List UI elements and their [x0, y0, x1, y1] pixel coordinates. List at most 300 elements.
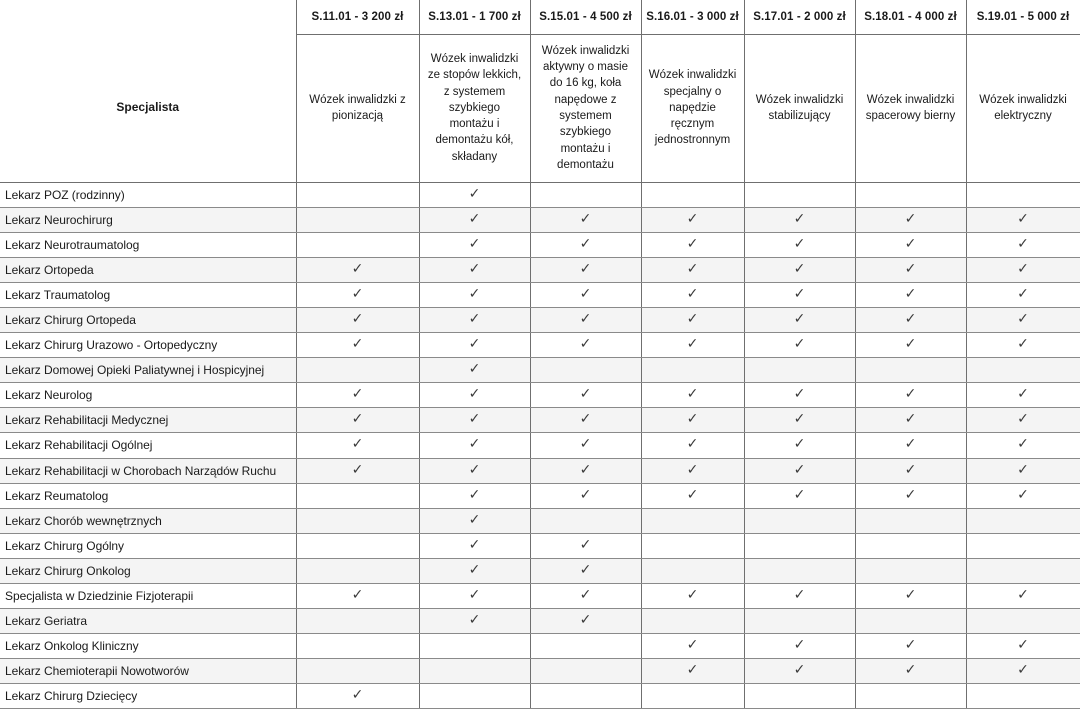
- check-icon: ✓: [579, 436, 592, 453]
- check-icon: ✓: [1017, 461, 1029, 478]
- checkmark-cell: [855, 433, 966, 458]
- no-check-placeholder: [692, 198, 693, 199]
- empty-cell: [641, 182, 744, 207]
- checkmark-cell: [530, 333, 641, 358]
- checkmark-cell: [641, 408, 744, 433]
- specialist-name-cell: Lekarz POZ (rodzinny): [0, 182, 296, 207]
- no-check-placeholder: [1023, 699, 1024, 700]
- check-icon: ✓: [579, 536, 592, 553]
- column-description-3: Wózek inwalidzki specjalny o napędzie ręcznym jednostronnym: [641, 34, 744, 182]
- table-row: [0, 257, 1080, 282]
- check-icon: ✓: [1017, 285, 1029, 302]
- checkmark-cell: [419, 282, 530, 307]
- check-icon: ✓: [579, 285, 592, 302]
- no-check-placeholder: [585, 674, 586, 675]
- empty-cell: [296, 232, 419, 257]
- check-icon: ✓: [468, 486, 481, 503]
- check-icon: ✓: [579, 260, 592, 277]
- checkmark-cell: [744, 659, 855, 684]
- table-row: [0, 358, 1080, 383]
- no-check-placeholder: [585, 198, 586, 199]
- checkmark-cell: [296, 307, 419, 332]
- empty-cell: [966, 358, 1080, 383]
- table-row: [0, 282, 1080, 307]
- checkmark-cell: [966, 207, 1080, 232]
- no-check-placeholder: [910, 574, 911, 575]
- check-icon: ✓: [686, 235, 699, 252]
- checkmark-cell: [744, 383, 855, 408]
- no-check-placeholder: [357, 223, 358, 224]
- check-icon: ✓: [1017, 336, 1029, 353]
- checkmark-cell: [419, 383, 530, 408]
- check-icon: ✓: [351, 260, 364, 277]
- check-icon: ✓: [351, 411, 364, 428]
- check-icon: ✓: [904, 210, 917, 227]
- check-icon: ✓: [904, 436, 917, 453]
- checkmark-cell: [530, 282, 641, 307]
- check-icon: ✓: [793, 386, 806, 403]
- check-icon: ✓: [793, 210, 806, 227]
- column-description-2: Wózek inwalidzki aktywny o masie do 16 kg, koła napędowe z systemem szybkiego montażu i demontażu: [530, 34, 641, 182]
- checkmark-cell: [855, 458, 966, 483]
- check-icon: ✓: [351, 587, 364, 604]
- checkmark-cell: [855, 282, 966, 307]
- specialist-name-cell: Lekarz Neurochirurg: [0, 207, 296, 232]
- check-icon: ✓: [351, 386, 364, 403]
- table-row: [0, 433, 1080, 458]
- checkmark-cell: [296, 584, 419, 609]
- no-check-placeholder: [799, 549, 800, 550]
- no-check-placeholder: [357, 198, 358, 199]
- checkmark-cell: [744, 282, 855, 307]
- specialist-name-cell: Lekarz Traumatolog: [0, 282, 296, 307]
- check-icon: ✓: [793, 587, 806, 604]
- checkmark-cell: [966, 232, 1080, 257]
- checkmark-cell: [296, 282, 419, 307]
- checkmark-cell: [855, 383, 966, 408]
- check-icon: ✓: [468, 235, 481, 252]
- checkmark-cell: [530, 584, 641, 609]
- empty-cell: [855, 609, 966, 634]
- check-icon: ✓: [793, 336, 806, 353]
- no-check-placeholder: [585, 699, 586, 700]
- checkmark-cell: [744, 408, 855, 433]
- no-check-placeholder: [1023, 524, 1024, 525]
- no-check-placeholder: [585, 524, 586, 525]
- check-icon: ✓: [686, 386, 699, 403]
- no-check-placeholder: [357, 549, 358, 550]
- empty-cell: [744, 508, 855, 533]
- check-icon: ✓: [468, 336, 481, 353]
- empty-cell: [744, 533, 855, 558]
- table-row: [0, 533, 1080, 558]
- table-row: [0, 458, 1080, 483]
- check-icon: ✓: [686, 587, 699, 604]
- check-icon: ✓: [579, 235, 592, 252]
- check-icon: ✓: [468, 536, 481, 553]
- checkmark-cell: [419, 533, 530, 558]
- checkmark-cell: [966, 584, 1080, 609]
- checkmark-cell: [530, 458, 641, 483]
- specialist-column-label: Specjalista: [116, 100, 180, 115]
- checkmark-cell: [419, 584, 530, 609]
- check-icon: ✓: [904, 311, 917, 328]
- check-icon: ✓: [468, 612, 481, 629]
- empty-cell: [966, 182, 1080, 207]
- no-check-placeholder: [910, 624, 911, 625]
- empty-cell: [966, 508, 1080, 533]
- check-icon: ✓: [686, 260, 699, 277]
- check-icon: ✓: [579, 386, 592, 403]
- check-icon: ✓: [1017, 260, 1029, 277]
- no-check-placeholder: [910, 699, 911, 700]
- check-icon: ✓: [579, 411, 592, 428]
- no-check-placeholder: [692, 373, 693, 374]
- checkmark-cell: [419, 358, 530, 383]
- checkmark-cell: [744, 307, 855, 332]
- table-row: [0, 207, 1080, 232]
- empty-cell: [296, 609, 419, 634]
- empty-cell: [296, 358, 419, 383]
- checkmark-cell: [855, 634, 966, 659]
- checkmark-cell: [966, 282, 1080, 307]
- checkmark-cell: [641, 307, 744, 332]
- check-icon: ✓: [904, 411, 917, 428]
- checkmark-cell: [744, 483, 855, 508]
- table-header: [0, 0, 1080, 182]
- checkmark-cell: [419, 433, 530, 458]
- checkmark-cell: [530, 257, 641, 282]
- empty-cell: [530, 182, 641, 207]
- empty-cell: [966, 684, 1080, 709]
- column-description-4: Wózek inwalidzki stabilizujący: [744, 34, 855, 182]
- check-icon: ✓: [468, 260, 481, 277]
- specialist-name-cell: Lekarz Onkolog Kliniczny: [0, 634, 296, 659]
- no-check-placeholder: [585, 373, 586, 374]
- empty-cell: [419, 659, 530, 684]
- checkmark-cell: [641, 483, 744, 508]
- specialist-name-cell: Lekarz Neurotraumatolog: [0, 232, 296, 257]
- check-icon: ✓: [1017, 587, 1029, 604]
- empty-cell: [855, 358, 966, 383]
- check-icon: ✓: [793, 411, 806, 428]
- checkmark-cell: [855, 257, 966, 282]
- checkmark-cell: [419, 307, 530, 332]
- check-icon: ✓: [468, 411, 481, 428]
- check-icon: ✓: [351, 436, 364, 453]
- no-check-placeholder: [799, 524, 800, 525]
- no-check-placeholder: [910, 198, 911, 199]
- no-check-placeholder: [474, 699, 475, 700]
- no-check-placeholder: [357, 624, 358, 625]
- empty-cell: [744, 609, 855, 634]
- table-row: [0, 684, 1080, 709]
- table-row: [0, 634, 1080, 659]
- column-code-5: S.18.01 - 4 000 zł: [855, 0, 966, 34]
- table-row: [0, 383, 1080, 408]
- no-check-placeholder: [692, 624, 693, 625]
- empty-cell: [530, 358, 641, 383]
- check-icon: ✓: [579, 561, 592, 578]
- checkmark-cell: [419, 207, 530, 232]
- header-code-row: [0, 0, 1080, 34]
- check-icon: ✓: [904, 637, 917, 654]
- check-icon: ✓: [351, 285, 364, 302]
- no-check-placeholder: [799, 373, 800, 374]
- checkmark-cell: [966, 383, 1080, 408]
- empty-cell: [296, 634, 419, 659]
- checkmark-cell: [641, 282, 744, 307]
- checkmark-cell: [744, 257, 855, 282]
- no-check-placeholder: [357, 373, 358, 374]
- checkmark-cell: [296, 383, 419, 408]
- check-icon: ✓: [686, 461, 699, 478]
- check-icon: ✓: [904, 587, 917, 604]
- column-code-4: S.17.01 - 2 000 zł: [744, 0, 855, 34]
- checkmark-cell: [966, 408, 1080, 433]
- checkmark-cell: [744, 634, 855, 659]
- check-icon: ✓: [1017, 386, 1029, 403]
- check-icon: ✓: [904, 336, 917, 353]
- specialist-name-cell: Lekarz Chirurg Onkolog: [0, 558, 296, 583]
- no-check-placeholder: [1023, 198, 1024, 199]
- checkmark-cell: [641, 257, 744, 282]
- checkmark-cell: [296, 433, 419, 458]
- column-code-1: S.13.01 - 1 700 zł: [419, 0, 530, 34]
- check-icon: ✓: [468, 587, 481, 604]
- no-check-placeholder: [1023, 549, 1024, 550]
- no-check-placeholder: [799, 574, 800, 575]
- check-icon: ✓: [579, 587, 592, 604]
- column-description-1: Wózek inwalidzki ze stopów lekkich, z systemem szybkiego montażu i demontażu kół, składany: [419, 34, 530, 182]
- checkmark-cell: [530, 533, 641, 558]
- checkmark-cell: [855, 659, 966, 684]
- table-row: [0, 232, 1080, 257]
- checkmark-cell: [419, 508, 530, 533]
- empty-cell: [296, 558, 419, 583]
- specialist-name-cell: Specjalista w Dziedzinie Fizjoterapii: [0, 584, 296, 609]
- no-check-placeholder: [799, 198, 800, 199]
- empty-cell: [855, 533, 966, 558]
- checkmark-cell: [530, 232, 641, 257]
- check-icon: ✓: [686, 285, 699, 302]
- empty-cell: [296, 533, 419, 558]
- checkmark-cell: [966, 483, 1080, 508]
- empty-cell: [530, 659, 641, 684]
- checkmark-cell: [744, 207, 855, 232]
- checkmark-cell: [530, 408, 641, 433]
- empty-cell: [296, 483, 419, 508]
- specialist-name-cell: Lekarz Chemioterapii Nowotworów: [0, 659, 296, 684]
- check-icon: ✓: [904, 260, 917, 277]
- checkmark-cell: [530, 609, 641, 634]
- check-icon: ✓: [468, 311, 481, 328]
- check-icon: ✓: [793, 436, 806, 453]
- specialist-name-cell: Lekarz Rehabilitacji Ogólnej: [0, 433, 296, 458]
- no-check-placeholder: [1023, 624, 1024, 625]
- checkmark-cell: [641, 433, 744, 458]
- empty-cell: [744, 358, 855, 383]
- table-row: [0, 408, 1080, 433]
- checkmark-cell: [419, 182, 530, 207]
- check-icon: ✓: [1017, 411, 1029, 428]
- check-icon: ✓: [468, 461, 481, 478]
- column-code-3: S.16.01 - 3 000 zł: [641, 0, 744, 34]
- checkmark-cell: [296, 458, 419, 483]
- no-check-placeholder: [585, 649, 586, 650]
- column-description-5: Wózek inwalidzki spacerowy bierny: [855, 34, 966, 182]
- check-icon: ✓: [904, 235, 917, 252]
- empty-cell: [419, 684, 530, 709]
- empty-cell: [530, 634, 641, 659]
- checkmark-cell: [641, 458, 744, 483]
- empty-cell: [530, 508, 641, 533]
- specialist-name-cell: Lekarz Chirurg Urazowo - Ortopedyczny: [0, 333, 296, 358]
- empty-cell: [296, 207, 419, 232]
- no-check-placeholder: [357, 248, 358, 249]
- checkmark-cell: [855, 483, 966, 508]
- checkmark-cell: [966, 333, 1080, 358]
- table-row: [0, 609, 1080, 634]
- checkmark-cell: [966, 433, 1080, 458]
- checkmark-cell: [855, 333, 966, 358]
- empty-cell: [744, 684, 855, 709]
- check-icon: ✓: [468, 511, 481, 528]
- check-icon: ✓: [904, 662, 917, 679]
- checkmark-cell: [530, 307, 641, 332]
- checkmark-cell: [419, 333, 530, 358]
- check-icon: ✓: [1017, 486, 1029, 503]
- checkmark-cell: [855, 408, 966, 433]
- checkmark-cell: [966, 307, 1080, 332]
- check-icon: ✓: [904, 486, 917, 503]
- checkmark-cell: [641, 232, 744, 257]
- check-icon: ✓: [904, 386, 917, 403]
- check-icon: ✓: [904, 285, 917, 302]
- no-check-placeholder: [357, 649, 358, 650]
- checkmark-cell: [744, 458, 855, 483]
- checkmark-cell: [419, 483, 530, 508]
- checkmark-cell: [966, 458, 1080, 483]
- check-icon: ✓: [1017, 637, 1029, 654]
- check-icon: ✓: [579, 486, 592, 503]
- checkmark-cell: [419, 458, 530, 483]
- no-check-placeholder: [357, 499, 358, 500]
- empty-cell: [641, 508, 744, 533]
- check-icon: ✓: [1017, 662, 1029, 679]
- checkmark-cell: [641, 634, 744, 659]
- column-description-0: Wózek inwalidzki z pionizacją: [296, 34, 419, 182]
- empty-cell: [966, 533, 1080, 558]
- checkmark-cell: [744, 433, 855, 458]
- table-row: [0, 508, 1080, 533]
- checkmark-cell: [641, 333, 744, 358]
- checkmark-cell: [855, 232, 966, 257]
- specialist-name-cell: Lekarz Neurolog: [0, 383, 296, 408]
- column-code-2: S.15.01 - 4 500 zł: [530, 0, 641, 34]
- no-check-placeholder: [474, 649, 475, 650]
- column-code-0: S.11.01 - 3 200 zł: [296, 0, 419, 34]
- specialist-name-cell: Lekarz Geriatra: [0, 609, 296, 634]
- checkmark-cell: [744, 584, 855, 609]
- checkmark-cell: [855, 207, 966, 232]
- empty-cell: [855, 558, 966, 583]
- check-icon: ✓: [1017, 436, 1029, 453]
- no-check-placeholder: [910, 549, 911, 550]
- column-code-6: S.19.01 - 5 000 zł: [966, 0, 1080, 34]
- check-icon: ✓: [904, 461, 917, 478]
- table-row: [0, 307, 1080, 332]
- checkmark-cell: [296, 333, 419, 358]
- empty-cell: [855, 508, 966, 533]
- empty-cell: [855, 684, 966, 709]
- check-icon: ✓: [686, 336, 699, 353]
- check-icon: ✓: [793, 235, 806, 252]
- empty-cell: [641, 358, 744, 383]
- empty-cell: [744, 558, 855, 583]
- checkmark-cell: [419, 408, 530, 433]
- check-icon: ✓: [686, 411, 699, 428]
- check-icon: ✓: [686, 436, 699, 453]
- check-icon: ✓: [579, 336, 592, 353]
- specialist-name-cell: Lekarz Chirurg Ortopeda: [0, 307, 296, 332]
- checkmark-cell: [530, 433, 641, 458]
- checkmark-cell: [530, 207, 641, 232]
- checkmark-cell: [641, 207, 744, 232]
- empty-cell: [296, 659, 419, 684]
- checkmark-cell: [419, 558, 530, 583]
- check-icon: ✓: [468, 436, 481, 453]
- checkmark-cell: [530, 383, 641, 408]
- empty-cell: [419, 634, 530, 659]
- no-check-placeholder: [357, 674, 358, 675]
- check-icon: ✓: [793, 260, 806, 277]
- empty-cell: [641, 533, 744, 558]
- checkmark-cell: [966, 257, 1080, 282]
- table-row: [0, 659, 1080, 684]
- check-icon: ✓: [793, 486, 806, 503]
- check-icon: ✓: [468, 386, 481, 403]
- checkmark-cell: [419, 232, 530, 257]
- checkmark-cell: [641, 383, 744, 408]
- check-icon: ✓: [686, 210, 699, 227]
- check-icon: ✓: [579, 311, 592, 328]
- check-icon: ✓: [468, 185, 481, 202]
- checkmark-cell: [419, 257, 530, 282]
- checkmark-cell: [744, 333, 855, 358]
- check-icon: ✓: [468, 561, 481, 578]
- empty-cell: [530, 684, 641, 709]
- checkmark-cell: [296, 408, 419, 433]
- no-check-placeholder: [692, 524, 693, 525]
- table-row: [0, 333, 1080, 358]
- specialist-name-cell: Lekarz Reumatolog: [0, 483, 296, 508]
- check-icon: ✓: [686, 486, 699, 503]
- check-icon: ✓: [793, 285, 806, 302]
- specialist-name-cell: Lekarz Rehabilitacji w Chorobach Narządów Ruchu: [0, 458, 296, 483]
- no-check-placeholder: [692, 574, 693, 575]
- table-row: [0, 558, 1080, 583]
- no-check-placeholder: [910, 373, 911, 374]
- empty-cell: [296, 508, 419, 533]
- check-icon: ✓: [686, 311, 699, 328]
- no-check-placeholder: [910, 524, 911, 525]
- checkmark-cell: [855, 584, 966, 609]
- specialist-name-cell: Lekarz Domowej Opieki Paliatywnej i Hospicyjnej: [0, 358, 296, 383]
- check-icon: ✓: [351, 311, 364, 328]
- check-icon: ✓: [579, 210, 592, 227]
- check-icon: ✓: [1017, 210, 1029, 227]
